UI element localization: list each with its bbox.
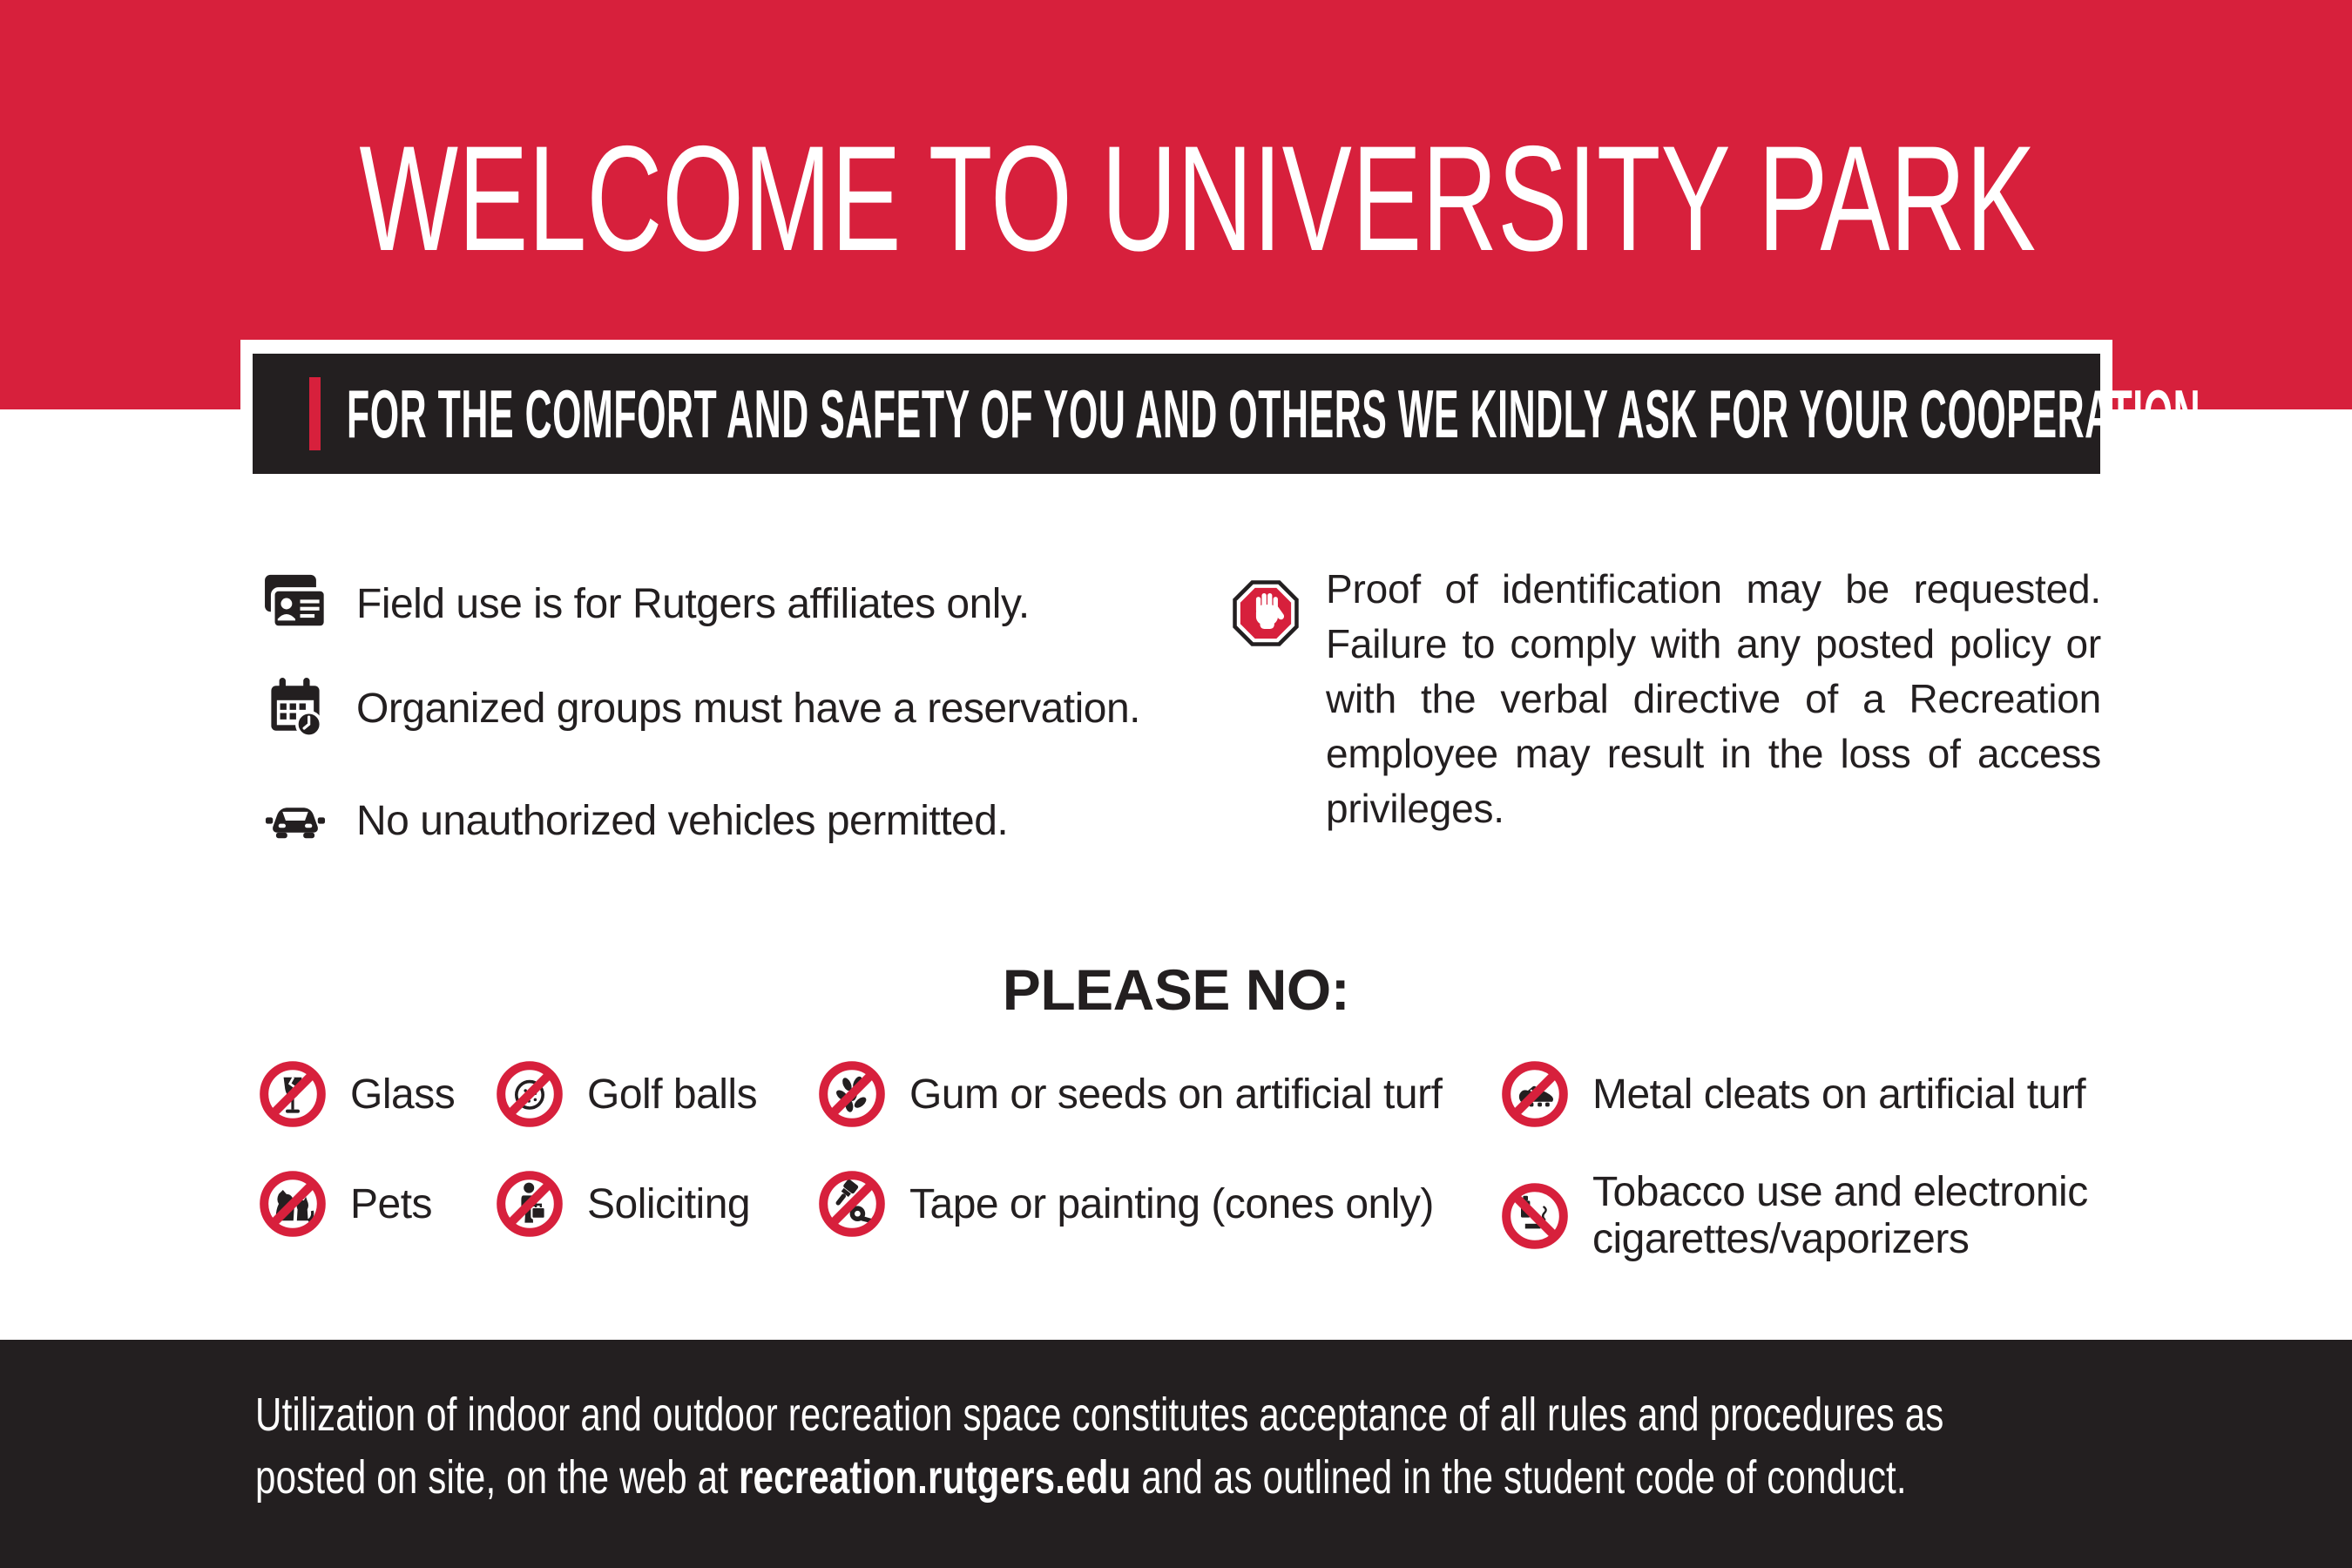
no-item-label: Pets xyxy=(350,1180,433,1227)
rule-item-reservation xyxy=(255,668,1140,748)
no-item-label: Golf balls xyxy=(587,1071,758,1118)
calendar-clock-icon xyxy=(255,668,335,748)
no-item-label: Tape or painting (cones only) xyxy=(909,1180,1434,1227)
footer-line2-pre: posted on site, on the web at xyxy=(255,1451,739,1504)
notice-paragraph xyxy=(1326,562,2101,836)
no-item-soliciting xyxy=(495,1169,750,1239)
no-item-label: Gum or seeds on artificial turf xyxy=(909,1071,1443,1118)
page-title-text: WELCOME TO UNIVERSITY PARK xyxy=(359,115,2036,282)
no-item-pets xyxy=(258,1169,432,1239)
no-item-glass xyxy=(258,1059,455,1129)
no-item-label: Metal cleats on artificial turf xyxy=(1592,1071,2086,1118)
banner-accent-bar xyxy=(309,377,321,450)
no-gum-seeds-icon xyxy=(817,1059,887,1129)
no-item-label: Tobacco use and electronic cigarettes/vaporizers xyxy=(1592,1169,2088,1262)
rule-item-field-use xyxy=(255,564,1030,644)
rule-label: Organized groups must have a reservation. xyxy=(356,685,1140,732)
id-card-icon xyxy=(255,564,335,644)
footer-text xyxy=(255,1383,1944,1509)
footer-link: recreation.rutgers.edu xyxy=(738,1451,1132,1504)
no-golf-balls-icon xyxy=(495,1059,564,1129)
please-no-heading: PLEASE NO: xyxy=(1002,957,1350,1022)
no-tobacco-icon xyxy=(1500,1181,1570,1251)
page-title xyxy=(0,115,2352,282)
banner-inner xyxy=(253,354,2201,474)
banner-text: FOR THE COMFORT AND SAFETY OF YOU AND OTHERS WE KINDLY ASK FOR YOUR COOPERATION xyxy=(347,375,2201,452)
no-pets-icon xyxy=(258,1169,328,1239)
rule-label: No unauthorized vehicles permitted. xyxy=(356,797,1009,844)
car-icon xyxy=(255,781,335,861)
no-item-tape-painting xyxy=(817,1169,1434,1239)
banner xyxy=(240,340,2201,485)
footer-bar xyxy=(0,1340,2352,1568)
no-item-tobacco xyxy=(1500,1169,2202,1263)
no-item-label: Soliciting xyxy=(587,1180,751,1227)
no-item-gum-seeds xyxy=(817,1059,1442,1129)
no-soliciting-icon xyxy=(495,1169,564,1239)
no-metal-cleats-icon xyxy=(1500,1059,1570,1129)
rule-item-vehicles xyxy=(255,781,1008,861)
stop-hand-icon xyxy=(1230,578,1301,649)
notice-line: employee may result in the loss of access xyxy=(1326,731,2101,776)
footer-line1: Utilization of indoor and outdoor recreation space constitutes acceptance of all rules and procedures as xyxy=(255,1389,1944,1441)
footer-line2-post: and as outlined in the student code of conduct. xyxy=(1131,1451,1907,1504)
notice-line: with the verbal directive of a Recreation xyxy=(1326,676,2101,721)
no-glass-icon xyxy=(258,1059,328,1129)
no-item-metal-cleats xyxy=(1500,1059,2085,1129)
no-item-golf-balls xyxy=(495,1059,757,1129)
notice-line: Failure to comply with any posted policy or xyxy=(1326,621,2101,666)
no-tape-painting-icon xyxy=(817,1169,887,1239)
no-item-label: Glass xyxy=(350,1071,456,1118)
rule-label: Field use is for Rutgers affiliates only. xyxy=(356,580,1030,627)
notice-line: Proof of identification may be requested. xyxy=(1326,566,2101,612)
notice-line: privileges. xyxy=(1326,786,1504,831)
